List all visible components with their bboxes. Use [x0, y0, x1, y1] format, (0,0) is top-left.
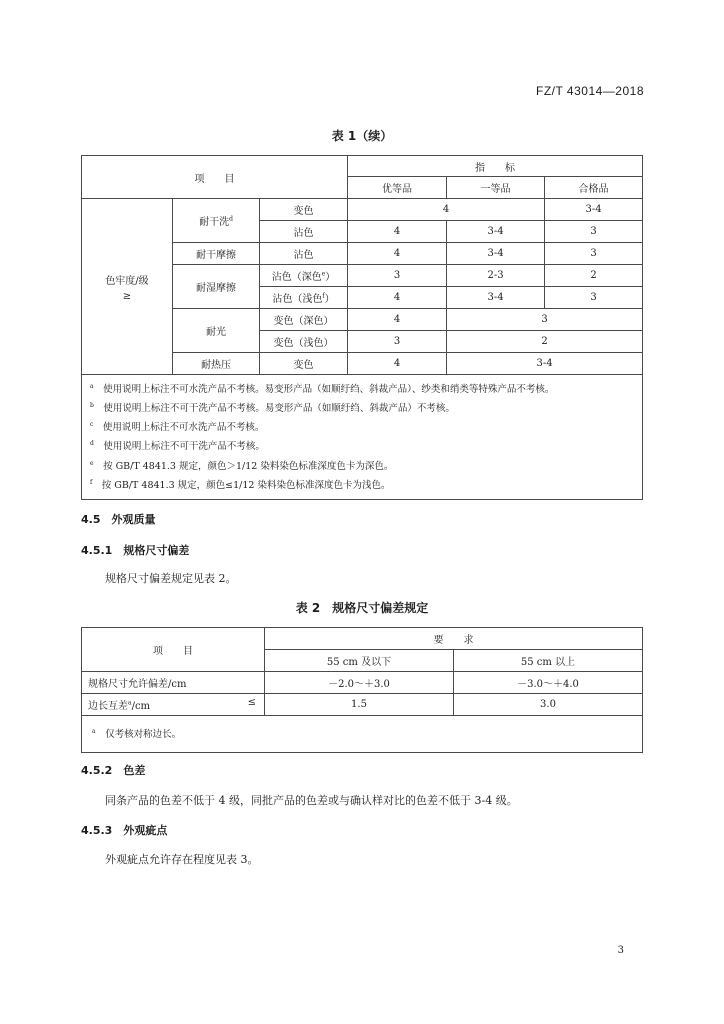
cell: 3-4: [447, 221, 545, 243]
cell: 3: [348, 265, 447, 287]
wet-rub-dark: 沾色（深色$^e$）: [260, 265, 348, 287]
cell: 3.0: [454, 694, 643, 716]
light-label: 耐光: [173, 309, 260, 353]
wet-rub-label: 耐湿摩擦: [173, 265, 260, 309]
page-number: 3: [617, 945, 624, 956]
dry-clean-change-pass: 3-4: [545, 199, 643, 221]
table2-item-header: 项 目: [82, 628, 265, 672]
table2-req-header: 要 求: [265, 628, 643, 650]
light-light: 变色（浅色）: [260, 331, 348, 353]
dry-clean-label: 耐干洗$^d$: [173, 199, 260, 243]
standard-number: FZ/T 43014—2018: [535, 84, 644, 98]
section-4-5-1-text: 规格尺寸偏差规定见表 2。: [105, 572, 237, 585]
table1-caption: 表 1（续）: [331, 129, 393, 143]
grade-pass: 合格品: [545, 177, 643, 199]
cell: 2: [447, 331, 643, 353]
heat-label: 耐热压: [173, 353, 260, 375]
cell: 3: [447, 309, 643, 331]
cell: 3: [545, 243, 643, 265]
note: $^e$ 按 GB/T 4841.3 规定，颜色＞1/12 染料染色标准深度色卡为深色。: [90, 459, 394, 472]
cell: 3-4: [447, 353, 643, 375]
cell: 1.5: [265, 694, 454, 716]
cell: 4: [348, 353, 447, 375]
cell: －3.0～＋4.0: [454, 672, 643, 694]
cell: 4: [348, 221, 447, 243]
table2-caption: 表 2 规格尺寸偏差规定: [295, 601, 429, 615]
section-4-5-1: 4.5.1 规格尺寸偏差: [81, 544, 190, 557]
section-4-5-2-text: 同条产品的色差不低于 4 级，同批产品的色差或与确认样对比的色差不低于 3-4 级。: [105, 794, 518, 807]
note: $^f$ 按 GB/T 4841.3 规定，颜色≤1/12 染料染色标准深度色卡为浅色。: [90, 478, 391, 491]
cell: 4: [348, 287, 447, 309]
table1-index-header: 指 标: [348, 156, 643, 177]
section-4-5: 4.5 外观质量: [81, 513, 156, 526]
grade-premium: 优等品: [348, 177, 447, 199]
cell: 变色: [260, 353, 348, 375]
cell: 3-4: [447, 243, 545, 265]
dry-rub-label: 耐干摩擦: [173, 243, 260, 265]
col-large: 55 cm 以上: [454, 650, 643, 672]
cell: 3: [545, 221, 643, 243]
section-4-5-2: 4.5.2 色差: [81, 764, 146, 777]
grade-first: 一等品: [447, 177, 545, 199]
note: $^c$ 使用说明上标注不可水洗产品不考核。: [90, 421, 265, 434]
light-dark: 变色（深色）: [260, 309, 348, 331]
row-deviation-label: 规格尺寸允许偏差/cm: [82, 672, 265, 694]
col-small: 55 cm 及以下: [265, 650, 454, 672]
color-fastness-group: 色牢度/级 ≥: [82, 199, 173, 375]
dry-clean-stain: 沾色: [260, 221, 348, 243]
table2-note: $^a$ 仅考核对称边长。: [82, 716, 643, 753]
cell: 4: [348, 243, 447, 265]
cell: 沾色: [260, 243, 348, 265]
cell: －2.0～＋3.0: [265, 672, 454, 694]
cell: 2: [545, 265, 643, 287]
row-edge-label: 边长互差$^a$/cm ≤: [82, 694, 265, 716]
cell: 4: [348, 309, 447, 331]
section-4-5-3-text: 外观疵点允许存在程度见表 3。: [105, 853, 259, 866]
table2: [81, 627, 643, 753]
note: $^d$ 使用说明上标注不可干洗产品不考核。: [90, 440, 265, 453]
cell: 3: [348, 331, 447, 353]
section-4-5-3: 4.5.3 外观疵点: [81, 824, 168, 837]
dry-clean-change: 变色: [260, 199, 348, 221]
note: $^a$ 使用说明上标注不可水洗产品不考核。易变形产品（如顺纡绉、斜裁产品）、纱类和绡类等特殊产品不考核。: [90, 383, 555, 396]
dry-clean-change-merged: 4: [348, 199, 545, 221]
table1-item-header: 项 目: [82, 156, 348, 199]
table1: [81, 155, 643, 500]
wet-rub-light: 沾色（浅色$^f$）: [260, 287, 348, 309]
table1-notes: [82, 375, 643, 500]
note: $^b$ 使用说明上标注不可干洗产品不考核。易变形产品（如顺纡绉、斜裁产品）不考核。: [90, 402, 455, 415]
cell: 2-3: [447, 265, 545, 287]
cell: 3: [545, 287, 643, 309]
cell: 3-4: [447, 287, 545, 309]
